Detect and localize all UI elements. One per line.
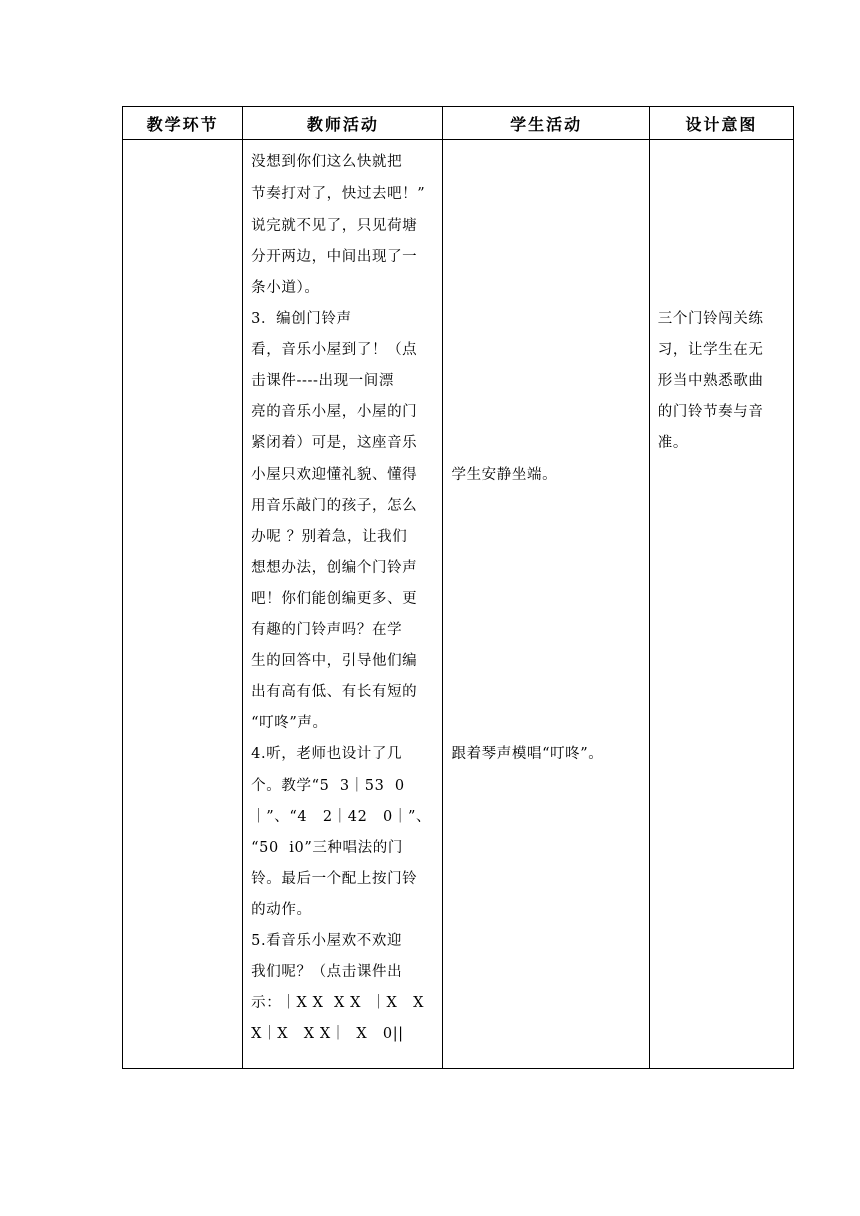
header-design-intent: 设计意图 <box>649 107 793 140</box>
student-line: 学生安静坐端。 <box>451 467 558 483</box>
teacher-line: 吧！你们能创编更多、更 <box>251 591 418 607</box>
teacher-line: 没想到你们这么快就把 <box>251 154 403 170</box>
teacher-line: 有趣的门铃声吗？在学 <box>251 622 403 638</box>
header-row <box>123 107 794 140</box>
lesson-plan-table <box>122 106 794 1069</box>
teacher-line: 个。教学“5 3｜53 0 <box>251 778 405 794</box>
teacher-line: 办呢 ？别着急，让我们 <box>251 529 408 545</box>
design-line: 形当中熟悉歌曲 <box>657 373 764 389</box>
teacher-line: 小屋只欢迎懂礼貌、懂得 <box>251 467 418 483</box>
teacher-line: ｜”、“4 2｜42 0｜”、 <box>251 809 432 825</box>
teacher-line: 击课件----出现一间漂 <box>251 373 394 389</box>
teacher-line: 3．编创门铃声 <box>251 311 352 327</box>
teacher-line: 分开两边，中间出现了一 <box>251 249 418 265</box>
header-student-activity: 学生活动 <box>443 107 649 140</box>
teacher-line: 生的回答中，引导他们编 <box>251 653 418 669</box>
student-line: 跟着琴声模唱“叮咚”。 <box>451 746 604 762</box>
teacher-line: 的动作。 <box>251 902 312 918</box>
design-line: 准。 <box>657 435 688 451</box>
header-teaching-stage: 教学环节 <box>123 107 243 140</box>
table-row <box>123 140 794 1069</box>
design-line: 习，让学生在无 <box>657 342 764 358</box>
design-line: 三个门铃闯关练 <box>657 311 764 327</box>
teacher-line: 铃。最后一个配上按门铃 <box>251 871 418 887</box>
teacher-line: “叮咚”声。 <box>251 715 328 731</box>
teacher-line: 紧闭着）可是，这座音乐 <box>251 435 418 451</box>
teacher-line: 4.听，老师也设计了几 <box>251 746 403 762</box>
teacher-line: 看，音乐小屋到了！（点 <box>251 342 418 358</box>
design-line: 的门铃节奏与音 <box>657 404 764 420</box>
teacher-line: 用音乐敲门的孩子，怎么 <box>251 498 418 514</box>
teacher-line: 出有高有低、有长有短的 <box>251 684 418 700</box>
teacher-line: “50 i0”三种唱法的门 <box>251 840 403 856</box>
teacher-line: 亮的音乐小屋，小屋的门 <box>251 404 418 420</box>
teacher-line: 示：｜X X X X ｜X X <box>251 995 424 1011</box>
header-teacher-activity: 教师活动 <box>243 107 443 140</box>
teacher-line: 5.看音乐小屋欢不欢迎 <box>251 933 403 949</box>
teacher-line: 说完就不见了，只见荷塘 <box>251 218 418 234</box>
teacher-line: 我们呢？（点击课件出 <box>251 964 403 980</box>
teacher-line: 节奏打对了，快过去吧！” <box>251 186 426 202</box>
cell-design-intent <box>649 140 793 1069</box>
cell-student-activity <box>443 140 649 1069</box>
cell-teacher-activity <box>243 140 443 1069</box>
teacher-line: 想想办法，创编个门铃声 <box>251 560 418 576</box>
teacher-line: 条小道）。 <box>251 280 320 296</box>
teacher-line: X｜X X X｜ X 0|| <box>251 1026 404 1042</box>
cell-teaching-stage <box>123 140 243 1069</box>
